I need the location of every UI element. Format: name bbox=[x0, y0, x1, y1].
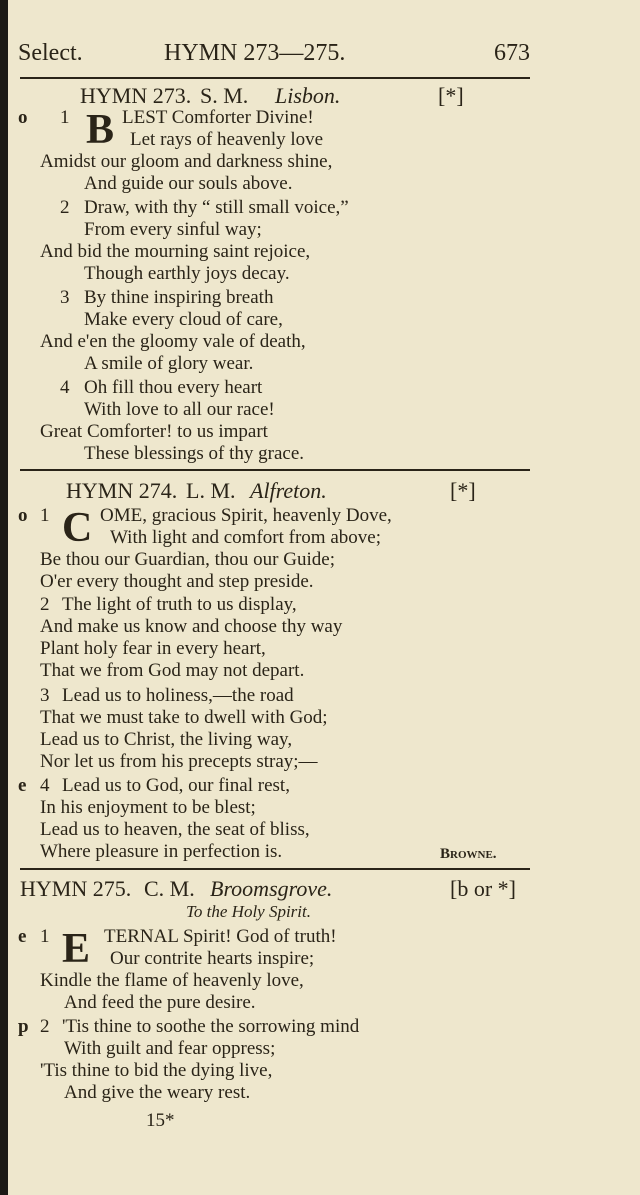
hymn-line: Let rays of heavenly love bbox=[130, 129, 324, 150]
running-head-section: Select. bbox=[18, 40, 83, 66]
hymn-line: These blessings of thy grace. bbox=[84, 443, 305, 464]
header-rule bbox=[20, 77, 530, 79]
hymn-mark: [*] bbox=[450, 478, 476, 503]
hymn-line: That we from God may not depart. bbox=[40, 660, 305, 681]
hymn-line: Oh fill thou every heart bbox=[84, 377, 263, 398]
dynamic-mark: p bbox=[18, 1016, 29, 1037]
hymn-line: With love to all our race! bbox=[84, 399, 275, 420]
hymn-line: Lead us to heaven, the seat of bliss, bbox=[40, 819, 310, 840]
hymn-line: TERNAL Spirit! God of truth! bbox=[104, 926, 337, 947]
hymn-line: With light and comfort from above; bbox=[110, 527, 381, 548]
stanza-number: 1 bbox=[40, 926, 50, 947]
hymn-meter: L. M. bbox=[186, 478, 236, 503]
stanza-number: 1 bbox=[60, 107, 70, 128]
signature-mark: 15* bbox=[146, 1110, 175, 1131]
book-binding-edge bbox=[0, 0, 8, 1195]
hymn-line: Lead us to holiness,—the road bbox=[62, 685, 294, 706]
hymn-line: And feed the pure desire. bbox=[64, 992, 256, 1013]
stanza-number: 4 bbox=[60, 377, 70, 398]
stanza-number: 2 bbox=[60, 197, 70, 218]
hymn-subtitle: To the Holy Spirit. bbox=[186, 902, 311, 921]
hymn-line: With guilt and fear oppress; bbox=[64, 1038, 276, 1059]
hymn-mark: [*] bbox=[438, 83, 464, 108]
hymn-tune: Broomsgrove. bbox=[210, 876, 333, 901]
page-number: 673 bbox=[494, 40, 530, 66]
hymn-line: OME, gracious Spirit, heavenly Dove, bbox=[100, 505, 392, 526]
hymn-line: That we must take to dwell with God; bbox=[40, 707, 328, 728]
stanza-number: 2 bbox=[40, 1016, 50, 1037]
hymn-divider bbox=[20, 868, 530, 870]
hymn-line: And give the weary rest. bbox=[64, 1082, 251, 1103]
hymn-line: And make us know and choose thy way bbox=[40, 616, 343, 637]
hymn-line: And guide our souls above. bbox=[84, 173, 293, 194]
running-head bbox=[18, 40, 530, 70]
dynamic-mark: e bbox=[18, 775, 27, 796]
hymn-line: Be thou our Guardian, thou our Guide; bbox=[40, 549, 335, 570]
hymn-line: A smile of glory wear. bbox=[84, 353, 254, 374]
hymn-line: From every sinful way; bbox=[84, 219, 262, 240]
stanza-number: 3 bbox=[40, 685, 50, 706]
dynamic-mark: o bbox=[18, 107, 28, 128]
hymn-meter: C. M. bbox=[144, 876, 195, 901]
dynamic-mark: e bbox=[18, 926, 27, 947]
hymn-line: Though earthly joys decay. bbox=[84, 263, 290, 284]
stanza-number: 1 bbox=[40, 505, 50, 526]
hymn-line: 'Tis thine to bid the dying live, bbox=[40, 1060, 273, 1081]
hymn-tune: Alfreton. bbox=[250, 478, 327, 503]
hymn-line: LEST Comforter Divine! bbox=[122, 107, 314, 128]
stanza-number: 4 bbox=[40, 775, 50, 796]
hymn-line: Lead us to Christ, the living way, bbox=[40, 729, 293, 750]
hymn-line: Amidst our gloom and darkness shine, bbox=[40, 151, 333, 172]
stanza-number: 2 bbox=[40, 594, 50, 615]
hymn-line: Kindle the flame of heavenly love, bbox=[40, 970, 304, 991]
hymn-mark: [b or *] bbox=[450, 876, 516, 901]
hymn-line: O'er every thought and step preside. bbox=[40, 571, 314, 592]
hymn-line: Draw, with thy “ still small voice,” bbox=[84, 197, 349, 218]
hymn-line: Our contrite hearts inspire; bbox=[110, 948, 315, 969]
hymn-line: The light of truth to us display, bbox=[62, 594, 297, 615]
hymn-author: Browne. bbox=[440, 846, 497, 862]
hymn-number: HYMN 275. bbox=[20, 876, 132, 901]
hymn-number: HYMN 273. bbox=[80, 83, 192, 108]
drop-cap-e: E bbox=[62, 926, 91, 972]
hymn-divider bbox=[20, 469, 530, 471]
hymn-line: In his enjoyment to be blest; bbox=[40, 797, 256, 818]
hymn-line: Where pleasure in perfection is. bbox=[40, 841, 283, 862]
drop-cap-b: B bbox=[86, 107, 115, 153]
hymn-line: 'Tis thine to soothe the sorrowing mind bbox=[62, 1016, 360, 1037]
hymn-line: Make every cloud of care, bbox=[84, 309, 283, 330]
drop-cap-c: C bbox=[62, 505, 93, 551]
running-head-title: HYMN 273—275. bbox=[164, 40, 346, 66]
hymn-number: HYMN 274. bbox=[66, 478, 178, 503]
dynamic-mark: o bbox=[18, 505, 28, 526]
hymn-line: Great Comforter! to us impart bbox=[40, 421, 268, 442]
hymn-line: Nor let us from his precepts stray;— bbox=[40, 751, 318, 772]
hymn-line: And bid the mourning saint rejoice, bbox=[40, 241, 311, 262]
hymn-tune: Lisbon. bbox=[275, 83, 341, 108]
stanza-number: 3 bbox=[60, 287, 70, 308]
hymn-line: And e'en the gloomy vale of death, bbox=[40, 331, 306, 352]
hymn-line: By thine inspiring breath bbox=[84, 287, 274, 308]
hymn-line: Lead us to God, our final rest, bbox=[62, 775, 290, 796]
hymn-meter: S. M. bbox=[200, 83, 249, 108]
hymn-line: Plant holy fear in every heart, bbox=[40, 638, 266, 659]
